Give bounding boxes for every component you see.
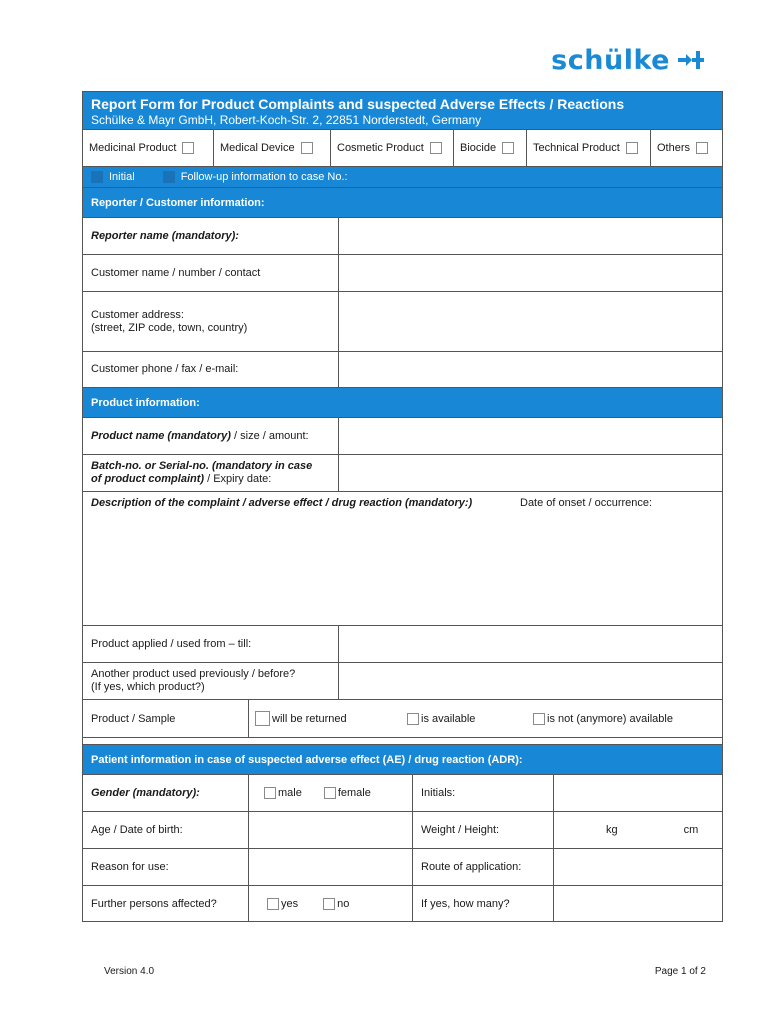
reporter-name-field[interactable]	[339, 218, 722, 254]
initials-field[interactable]	[554, 775, 722, 811]
how-many-field[interactable]	[554, 886, 722, 921]
batch-label-line2: of product complaint)	[91, 473, 205, 485]
footer-version: Version 4.0	[104, 966, 155, 977]
followup-checkbox[interactable]	[163, 171, 175, 183]
female-checkbox[interactable]	[324, 787, 336, 799]
reporter-section-heading: Reporter / Customer information:	[83, 187, 722, 217]
checkbox[interactable]	[182, 142, 194, 154]
another-product-line1: Another product used previously / before?	[91, 668, 296, 680]
reason-row	[83, 848, 722, 885]
description-block[interactable]	[83, 491, 722, 625]
batch-label	[83, 455, 339, 491]
further-options	[249, 886, 413, 921]
type-technical-product[interactable]	[527, 130, 651, 166]
option-will-be-returned[interactable]	[249, 700, 399, 737]
gender-options	[249, 775, 413, 811]
reason-field[interactable]	[249, 849, 413, 885]
address-label-line2: (street, ZIP code, town, country)	[91, 321, 248, 334]
form-title: Report Form for Product Complaints and suspected Adverse Effects / Reactions	[91, 96, 625, 112]
kg-unit: kg	[606, 824, 618, 836]
option-not-available[interactable]	[525, 700, 722, 737]
form-header	[83, 92, 722, 129]
batch-label-rest: / Expiry date:	[204, 473, 272, 485]
description-label: Description of the complaint / adverse effect / drug reaction (mandatory:)	[91, 497, 473, 509]
type-label: Medical Device	[220, 142, 295, 154]
initial-checkbox[interactable]	[91, 171, 103, 183]
option-is-available[interactable]	[399, 700, 525, 737]
route-label: Route of application:	[413, 849, 554, 885]
applied-row	[83, 625, 722, 662]
weight-field[interactable]	[554, 812, 722, 848]
phone-row	[83, 351, 722, 387]
footer-page: Page 1 of 2	[654, 966, 706, 977]
another-product-row	[83, 662, 722, 699]
type-label: Technical Product	[533, 142, 620, 154]
patient-section-heading: Patient information in case of suspected adverse effect (AE) / drug reaction (ADR):	[83, 744, 722, 774]
no-label: no	[337, 897, 350, 910]
how-many-label: If yes, how many?	[413, 886, 554, 921]
followup-label: Follow-up information to case No.:	[180, 171, 348, 183]
product-name-field[interactable]	[339, 418, 722, 454]
type-cosmetic-product[interactable]	[331, 130, 454, 166]
another-product-label	[83, 663, 339, 699]
address-label	[83, 292, 339, 351]
gender-row	[83, 774, 722, 811]
further-persons-row	[83, 885, 722, 922]
phone-label: Customer phone / fax / e-mail:	[83, 352, 339, 387]
male-checkbox[interactable]	[264, 787, 276, 799]
yes-label: yes	[281, 897, 299, 910]
further-label: Further persons affected?	[83, 886, 249, 921]
type-medicinal-product[interactable]	[83, 130, 214, 166]
product-name-label	[83, 418, 339, 454]
form-subtitle: Schülke & Mayr GmbH, Robert-Koch-Str. 2, 22851 Norderstedt, Germany	[91, 113, 482, 127]
checkbox[interactable]	[430, 142, 442, 154]
type-label: Others	[657, 142, 691, 154]
logo-text: schülke	[551, 44, 670, 76]
option-label: will be returned	[272, 712, 347, 725]
product-type-row	[83, 129, 722, 166]
option-label: is available	[421, 712, 476, 725]
checkbox[interactable]	[255, 711, 270, 726]
reason-label: Reason for use:	[83, 849, 249, 885]
checkbox[interactable]	[626, 142, 638, 154]
checkbox[interactable]	[696, 142, 708, 154]
product-section-heading: Product information:	[83, 387, 722, 417]
product-name-label-bold: Product name (mandatory)	[91, 429, 231, 442]
customer-label: Customer name / number / contact	[83, 255, 339, 291]
checkbox[interactable]	[502, 142, 514, 154]
gender-label: Gender (mandatory):	[83, 775, 249, 811]
initial-label: Initial	[109, 171, 135, 183]
another-product-field[interactable]	[339, 663, 722, 699]
batch-label-line1: Batch-no. or Serial-no. (mandatory in case	[91, 460, 313, 472]
type-biocide[interactable]	[454, 130, 527, 166]
no-checkbox[interactable]	[323, 898, 335, 910]
weight-label: Weight / Height:	[413, 812, 554, 848]
product-name-label-rest: / size / amount:	[230, 429, 309, 442]
reporter-name-label: Reporter name (mandatory):	[83, 218, 339, 254]
batch-field[interactable]	[339, 455, 722, 491]
checkbox[interactable]	[533, 713, 545, 725]
product-name-row	[83, 417, 722, 454]
checkbox[interactable]	[301, 142, 313, 154]
option-label: is not (anymore) available	[547, 712, 673, 725]
applied-field[interactable]	[339, 626, 722, 662]
customer-field[interactable]	[339, 255, 722, 291]
route-field[interactable]	[554, 849, 722, 885]
address-label-line1: Customer address:	[91, 308, 184, 321]
yes-checkbox[interactable]	[267, 898, 279, 910]
female-label: female	[337, 787, 371, 799]
type-label: Cosmetic Product	[337, 142, 424, 154]
schulke-logo	[551, 44, 704, 76]
reporter-name-row	[83, 217, 722, 254]
type-others[interactable]	[651, 130, 722, 166]
batch-row	[83, 454, 722, 491]
schulke-plus-arrow-icon	[678, 47, 704, 73]
male-label: male	[278, 787, 302, 799]
address-field[interactable]	[339, 292, 722, 351]
onset-label: Date of onset / occurrence:	[520, 497, 653, 509]
phone-field[interactable]	[339, 352, 722, 387]
type-label: Biocide	[460, 142, 497, 154]
report-form	[82, 91, 723, 922]
applied-label: Product applied / used from – till:	[83, 626, 339, 662]
age-row	[83, 811, 722, 848]
report-kind-row	[83, 166, 722, 187]
age-field[interactable]	[249, 812, 413, 848]
type-medical-device[interactable]	[214, 130, 331, 166]
spacer-row	[83, 737, 722, 744]
type-label: Medicinal Product	[89, 142, 177, 154]
age-label: Age / Date of birth:	[83, 812, 249, 848]
initials-label: Initials:	[413, 775, 554, 811]
cm-unit: cm	[683, 824, 699, 836]
checkbox[interactable]	[407, 713, 419, 725]
sample-row	[83, 699, 722, 737]
another-product-line2: (If yes, which product?)	[91, 681, 205, 693]
address-row	[83, 291, 722, 351]
customer-row	[83, 254, 722, 291]
sample-label: Product / Sample	[83, 700, 249, 737]
